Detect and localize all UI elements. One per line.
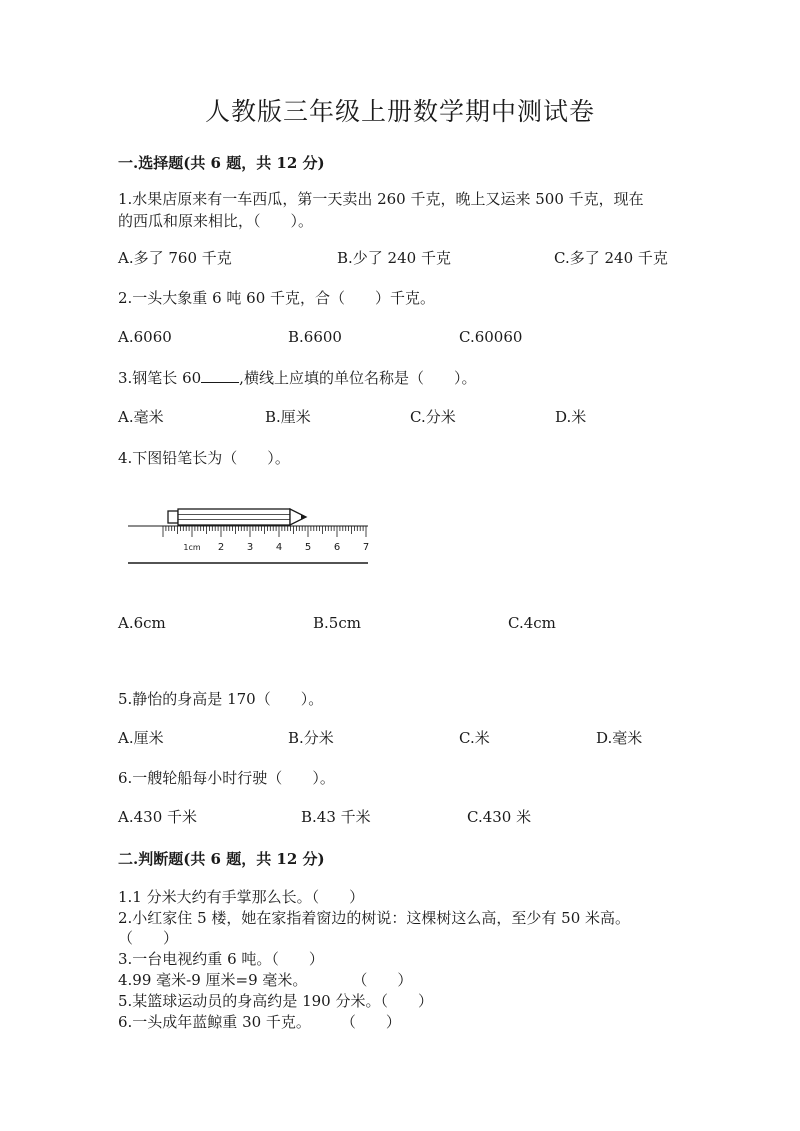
question-1-line-2: 的西瓜和原来相比，（ ）。	[118, 212, 314, 230]
section-heading-choice: 一.选择题(共 6 题，共 12 分)	[118, 154, 325, 172]
judgment-item-2: 2.小红家住 5 楼，她在家指着窗边的树说：这棵树这么高，至少有 50 米高。	[118, 909, 631, 927]
section-heading-judgment: 二.判断题(共 6 题，共 12 分)	[118, 850, 325, 868]
q3-option-b[interactable]: B.厘米	[265, 408, 311, 426]
q5-option-d[interactable]: D.毫米	[596, 729, 643, 747]
judgment-item-3: 3.一台电视约重 6 吨。（ ）	[118, 950, 324, 968]
judgment-item-6: 6.一头成年蓝鲸重 30 千克。 （ ）	[118, 1013, 401, 1031]
page-title: 人教版三年级上册数学期中测试卷	[204, 97, 595, 126]
q4-option-c[interactable]: C.4cm	[508, 614, 556, 632]
q5-option-c[interactable]: C.米	[459, 729, 490, 747]
ruler-tick-label: 3	[246, 542, 254, 553]
ruler-tick-label: 5	[304, 542, 312, 553]
question-3-text-before: 3.钢笔长 60	[118, 369, 202, 387]
ruler-tick-label: 4	[275, 542, 283, 553]
question-6: 6.一艘轮船每小时行驶（ ）。	[118, 769, 335, 787]
q4-option-b[interactable]: B.5cm	[313, 614, 361, 632]
pencil-icon	[168, 509, 306, 525]
question-4: 4.下图铅笔长为（ ）。	[118, 449, 290, 467]
question-3	[118, 367, 678, 389]
question-1-line-1: 1.水果店原来有一车西瓜，第一天卖出 260 千克，晚上又运来 500 千克，现在	[118, 190, 644, 208]
q6-option-a[interactable]: A.430 千米	[118, 808, 197, 826]
q1-option-c[interactable]: C.多了 240 千克	[554, 249, 668, 267]
ruler-ticks	[163, 526, 366, 537]
ruler-tick-label: 1cm	[183, 543, 201, 552]
ruler-tick-label: 7	[362, 542, 370, 553]
question-2: 2.一头大象重 6 吨 60 千克，合（ ）千克。	[118, 289, 436, 307]
pencil-ruler-figure	[128, 500, 373, 570]
q5-option-b[interactable]: B.分米	[288, 729, 334, 747]
q1-option-a[interactable]: A.多了 760 千克	[118, 249, 232, 267]
judgment-item-4: 4.99 毫米-9 厘米=9 毫米。 （ ）	[118, 971, 413, 989]
q5-option-a[interactable]: A.厘米	[118, 729, 164, 747]
q3-option-d[interactable]: D.米	[555, 408, 587, 426]
q2-option-a[interactable]: A.6060	[118, 328, 172, 346]
q1-option-b[interactable]: B.少了 240 千克	[337, 249, 451, 267]
q4-option-a[interactable]: A.6cm	[118, 614, 166, 632]
judgment-item-2-bracket: （ ）	[118, 929, 179, 947]
judgment-item-1: 1.1 分米大约有手掌那么长。（ ）	[118, 888, 365, 906]
question-1	[118, 188, 678, 232]
q3-option-a[interactable]: A.毫米	[118, 408, 164, 426]
question-5: 5.静怡的身高是 170（ ）。	[118, 690, 324, 708]
ruler-tick-label: 6	[333, 542, 341, 553]
ruler-tick-labels	[183, 542, 369, 553]
answer-blank	[201, 368, 239, 383]
q6-option-c[interactable]: C.430 米	[467, 808, 532, 826]
q2-option-b[interactable]: B.6600	[288, 328, 342, 346]
q2-option-c[interactable]: C.60060	[459, 328, 523, 346]
judgment-item-5: 5.某篮球运动员的身高约是 190 分米。（ ）	[118, 992, 433, 1010]
q6-option-b[interactable]: B.43 千米	[301, 808, 371, 826]
ruler-tick-label: 2	[217, 542, 225, 553]
q3-option-c[interactable]: C.分米	[410, 408, 456, 426]
question-3-text-after: ,横线上应填的单位名称是（ ）。	[239, 369, 477, 387]
